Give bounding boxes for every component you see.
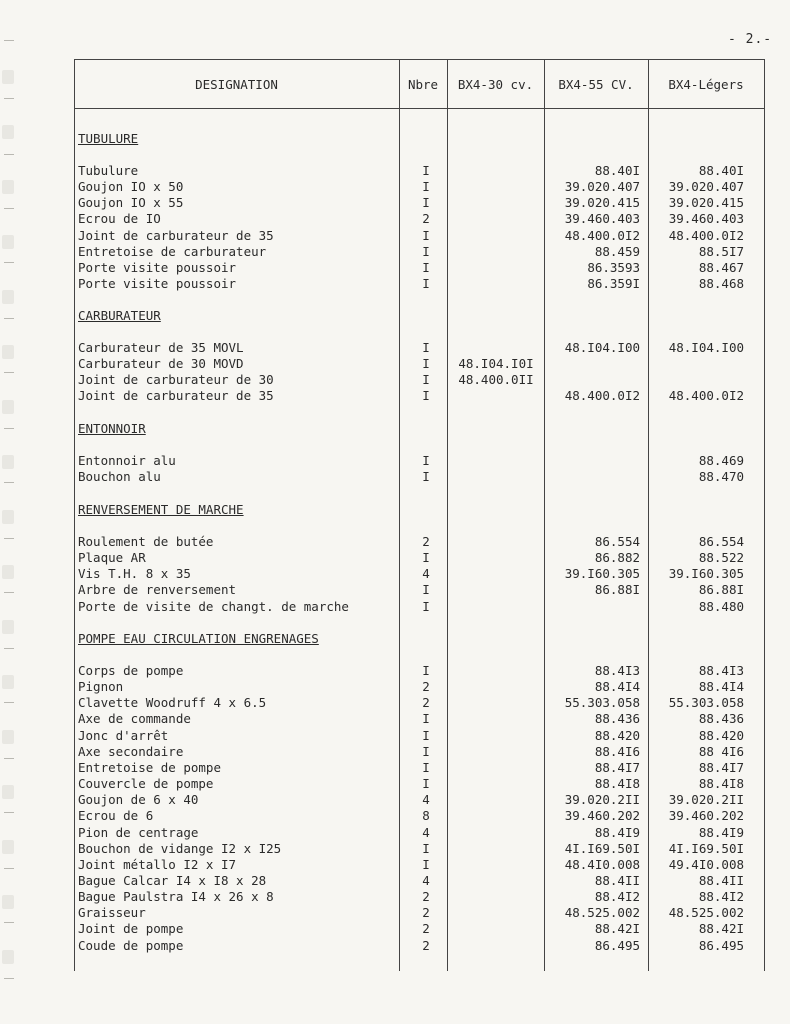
cell-designation: Ecrou de IO	[78, 211, 161, 227]
cell-bx4-55: 55.303.058	[564, 695, 640, 711]
cell-bx4-legers: 88.5I7	[698, 243, 744, 259]
cell-bx4-legers: 88.4II	[698, 872, 744, 888]
binder-holes	[0, 0, 22, 1024]
cell-bx4-legers: 86.88I	[698, 582, 744, 598]
section-title: POMPE EAU CIRCULATION ENGRENAGES	[78, 631, 319, 646]
cell-bx4-legers: 48.400.0I2	[668, 388, 744, 404]
table-row	[74, 728, 765, 744]
cell-designation: Porte de visite de changt. de marche	[78, 598, 349, 614]
table-row	[74, 695, 765, 711]
cell-bx4-legers: 88.468	[698, 276, 744, 292]
cell-bx4-legers: 39.460.202	[668, 808, 744, 824]
cell-designation: Axe de commande	[78, 711, 191, 727]
cell-bx4-legers: 39.020.407	[668, 179, 744, 195]
table-row	[74, 873, 765, 889]
cell-bx4-30: 48.I04.I0I	[458, 356, 534, 372]
cell-bx4-legers: 88 4I6	[698, 743, 744, 759]
cell-designation: Pignon	[78, 679, 124, 695]
cell-bx4-55: 48.I04.I00	[564, 340, 640, 355]
cell-bx4-55: 48.400.0I2	[564, 388, 640, 404]
cell-nbre: I	[422, 663, 430, 678]
cell-designation: Joint de pompe	[78, 921, 184, 937]
table-row	[74, 228, 765, 244]
header-nbre: Nbre	[407, 76, 439, 92]
cell-designation: Tubulure	[78, 163, 139, 178]
cell-nbre: I	[422, 388, 430, 404]
cell-bx4-legers: 4I.I69.50I	[668, 840, 744, 856]
table-row	[74, 388, 765, 404]
cell-bx4-55: 88.4I7	[594, 759, 640, 775]
table-row	[74, 599, 765, 615]
cell-nbre: I	[422, 243, 430, 259]
cell-designation: Goujon de 6 x 40	[78, 792, 199, 808]
cell-nbre: 2	[422, 905, 430, 921]
table-row	[74, 905, 765, 921]
cell-designation: Axe secondaire	[78, 743, 184, 759]
cell-designation: Carburateur de 35 MOVL	[78, 340, 244, 355]
table-row	[74, 276, 765, 292]
cell-bx4-legers: 88.480	[698, 598, 744, 614]
table-row	[74, 792, 765, 808]
table-row	[74, 808, 765, 824]
cell-bx4-legers: 39.020.2II	[668, 792, 744, 808]
cell-nbre: I	[422, 550, 430, 566]
cell-nbre: 4	[422, 872, 430, 888]
cell-designation: Carburateur de 30 MOVD	[78, 356, 244, 372]
cell-designation: Arbre de renversement	[78, 582, 237, 598]
cell-designation: Joint de carburateur de 35	[78, 227, 274, 243]
cell-designation: Bague Calcar I4 x I8 x 28	[78, 872, 267, 888]
table-row	[74, 825, 765, 841]
cell-bx4-55: 88.4I2	[594, 889, 640, 905]
cell-bx4-55: 86.359I	[587, 276, 640, 292]
cell-designation: Pion de centrage	[78, 824, 199, 840]
cell-bx4-55: 88.4I6	[594, 743, 640, 759]
cell-bx4-legers: 88.420	[698, 727, 744, 743]
cell-bx4-55: 88.42I	[594, 921, 640, 937]
cell-nbre: 2	[422, 921, 430, 937]
cell-bx4-55: 48.4I0.008	[564, 856, 640, 872]
cell-bx4-55: 88.4I9	[594, 824, 640, 840]
table-row	[74, 453, 765, 469]
table-row	[74, 889, 765, 905]
cell-bx4-legers: 39.460.403	[668, 211, 744, 227]
table-row	[74, 857, 765, 873]
cell-nbre: I	[422, 453, 430, 468]
cell-designation: Bague Paulstra I4 x 26 x 8	[78, 889, 274, 905]
table-row	[74, 566, 765, 582]
cell-designation: Bouchon de vidange I2 x I25	[78, 840, 282, 856]
table-row	[74, 921, 765, 937]
cell-nbre: I	[422, 276, 430, 292]
section-title: ENTONNOIR	[78, 421, 146, 436]
cell-designation: Porte visite poussoir	[78, 259, 237, 275]
cell-bx4-legers: 88.4I2	[698, 889, 744, 905]
section-title: CARBURATEUR	[78, 308, 161, 323]
cell-bx4-30: 48.400.0II	[458, 372, 534, 388]
cell-bx4-legers: 88.470	[698, 469, 744, 485]
cell-nbre: I	[422, 727, 430, 743]
table-row	[74, 534, 765, 550]
cell-designation: Goujon IO x 55	[78, 195, 184, 211]
table-row	[74, 760, 765, 776]
cell-bx4-legers: 88.4I7	[698, 759, 744, 775]
cell-bx4-55: 39.460.403	[564, 211, 640, 227]
cell-bx4-legers: 55.303.058	[668, 695, 744, 711]
cell-designation: Roulement de butée	[78, 534, 214, 549]
parts-table	[74, 59, 765, 971]
table-row	[74, 163, 765, 179]
table-row	[74, 244, 765, 260]
cell-designation: Jonc d'arrêt	[78, 727, 169, 743]
cell-nbre: 2	[422, 211, 430, 227]
cell-nbre: 8	[422, 808, 430, 824]
table-row	[74, 841, 765, 857]
page-number: - 2.-	[728, 32, 773, 47]
table-row	[74, 356, 765, 372]
cell-nbre: 4	[422, 792, 430, 808]
cell-designation: Plaque AR	[78, 550, 146, 566]
cell-designation: Goujon IO x 50	[78, 179, 184, 195]
cell-bx4-55: 88.4I4	[594, 679, 640, 695]
cell-nbre: I	[422, 856, 430, 872]
cell-nbre: 2	[422, 695, 430, 711]
table-row	[74, 550, 765, 566]
cell-bx4-legers: 48.525.002	[668, 905, 744, 921]
cell-nbre: 4	[422, 824, 430, 840]
table-row	[74, 179, 765, 195]
cell-nbre: 4	[422, 566, 430, 582]
cell-designation: Entonnoir alu	[78, 453, 176, 468]
cell-designation: Corps de pompe	[78, 663, 184, 678]
cell-bx4-55: 88.459	[594, 243, 640, 259]
cell-nbre: I	[422, 469, 430, 485]
cell-designation: Ecrou de 6	[78, 808, 154, 824]
cell-nbre: 2	[422, 889, 430, 905]
table-row	[74, 260, 765, 276]
section-title: TUBULURE	[78, 131, 139, 146]
cell-bx4-legers: 88.4I9	[698, 824, 744, 840]
cell-nbre: 2	[422, 937, 430, 953]
cell-bx4-legers: 88.4I4	[698, 679, 744, 695]
cell-bx4-55: 88.4I8	[594, 776, 640, 792]
cell-bx4-55: 86.3593	[587, 259, 640, 275]
cell-designation: Porte visite poussoir	[78, 276, 237, 292]
cell-bx4-legers: 48.I04.I00	[668, 340, 744, 355]
cell-designation: Coude de pompe	[78, 937, 184, 953]
cell-bx4-legers: 39.020.415	[668, 195, 744, 211]
section-title: RENVERSEMENT DE MARCHE	[78, 502, 244, 517]
table-row	[74, 744, 765, 760]
table-row	[74, 938, 765, 954]
cell-bx4-55: 39.020.2II	[564, 792, 640, 808]
cell-bx4-legers: 88.4I3	[698, 663, 744, 678]
cell-designation: Entretoise de pompe	[78, 759, 221, 775]
cell-bx4-55: 48.400.0I2	[564, 227, 640, 243]
cell-bx4-55: 88.4I3	[594, 663, 640, 678]
cell-bx4-legers: 88.436	[698, 711, 744, 727]
cell-bx4-legers: 88.40I	[698, 163, 744, 178]
table-row	[74, 372, 765, 388]
cell-nbre: I	[422, 743, 430, 759]
cell-bx4-55: 88.4II	[594, 872, 640, 888]
header-bx4-30: BX4-30 cv.	[457, 76, 534, 92]
cell-bx4-55: 88.420	[594, 727, 640, 743]
cell-designation: Bouchon alu	[78, 469, 161, 485]
cell-nbre: I	[422, 711, 430, 727]
cell-bx4-55: 86.88I	[594, 582, 640, 598]
cell-designation: Vis T.H. 8 x 35	[78, 566, 191, 582]
table-row	[74, 663, 765, 679]
cell-bx4-legers: 86.495	[698, 937, 744, 953]
cell-bx4-55: 86.882	[594, 550, 640, 566]
cell-designation: Couvercle de pompe	[78, 776, 214, 792]
table-row	[74, 195, 765, 211]
cell-bx4-55: 86.495	[594, 937, 640, 953]
header-designation: DESIGNATION	[195, 76, 278, 92]
cell-nbre: I	[422, 582, 430, 598]
table-row	[74, 340, 765, 356]
cell-designation: Graisseur	[78, 905, 146, 921]
cell-bx4-legers: 86.554	[698, 534, 744, 549]
table-row	[74, 679, 765, 695]
cell-bx4-legers: 48.400.0I2	[668, 227, 744, 243]
table-row	[74, 711, 765, 727]
cell-designation: Clavette Woodruff 4 x 6.5	[78, 695, 267, 711]
cell-bx4-55: 39.I60.305	[564, 566, 640, 582]
cell-nbre: I	[422, 356, 430, 372]
cell-designation: Joint de carburateur de 35	[78, 388, 274, 404]
cell-bx4-55: 88.436	[594, 711, 640, 727]
cell-nbre: I	[422, 372, 430, 388]
cell-designation: Joint de carburateur de 30	[78, 372, 274, 388]
cell-bx4-legers: 88.4I8	[698, 776, 744, 792]
cell-bx4-55: 88.40I	[594, 163, 640, 178]
table-row	[74, 469, 765, 485]
cell-bx4-legers: 39.I60.305	[668, 566, 744, 582]
cell-nbre: 2	[422, 534, 430, 549]
cell-bx4-legers: 88.42I	[698, 921, 744, 937]
cell-nbre: I	[422, 598, 430, 614]
cell-nbre: I	[422, 179, 430, 195]
cell-bx4-55: 39.020.407	[564, 179, 640, 195]
cell-nbre: I	[422, 195, 430, 211]
header-bx4-legers: BX4-Légers	[668, 76, 744, 92]
header-bx4-55: BX4-55 CV.	[558, 76, 634, 92]
cell-nbre: I	[422, 776, 430, 792]
table-row	[74, 776, 765, 792]
cell-nbre: I	[422, 759, 430, 775]
cell-bx4-legers: 88.522	[698, 550, 744, 566]
cell-nbre: I	[422, 259, 430, 275]
table-row	[74, 582, 765, 598]
table-row	[74, 211, 765, 227]
cell-bx4-55: 86.554	[594, 534, 640, 549]
cell-bx4-55: 39.020.415	[564, 195, 640, 211]
cell-bx4-55: 39.460.202	[564, 808, 640, 824]
cell-nbre: I	[422, 840, 430, 856]
cell-bx4-55: 48.525.002	[564, 905, 640, 921]
cell-designation: Entretoise de carburateur	[78, 243, 267, 259]
cell-nbre: I	[422, 340, 430, 355]
cell-bx4-legers: 88.469	[698, 453, 744, 468]
cell-designation: Joint métallo I2 x I7	[78, 856, 237, 872]
cell-bx4-legers: 88.467	[698, 259, 744, 275]
cell-bx4-55: 4I.I69.50I	[564, 840, 640, 856]
cell-nbre: I	[422, 163, 430, 178]
cell-bx4-legers: 49.4I0.008	[668, 856, 744, 872]
cell-nbre: 2	[422, 679, 430, 695]
cell-nbre: I	[422, 227, 430, 243]
